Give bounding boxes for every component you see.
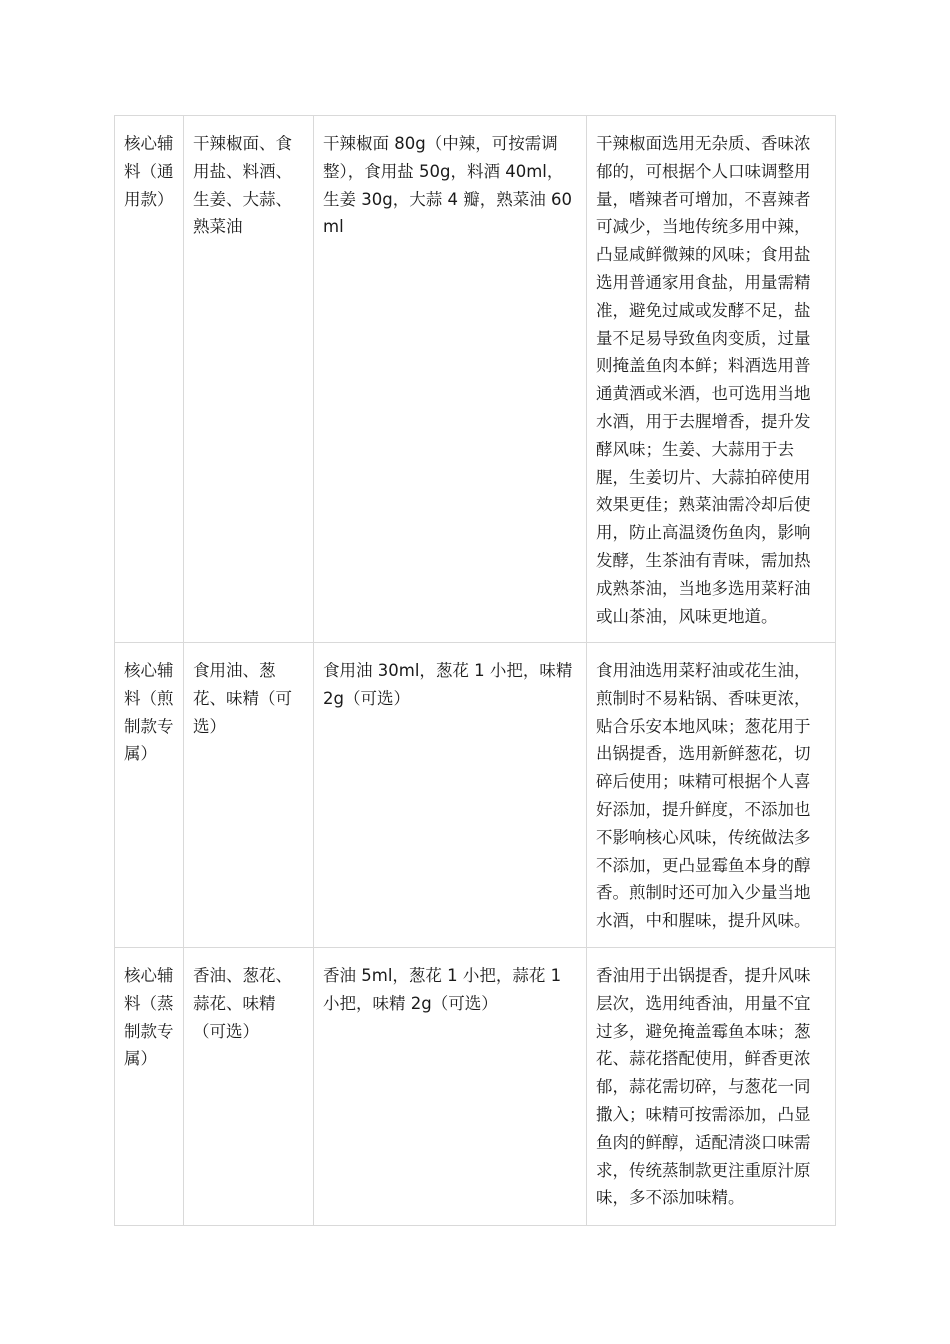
ingredients-table	[114, 115, 836, 1226]
notes-cell: 香油用于出锅提香，提升风味层次，选用纯香油，用量不宜过多，避免掩盖霉鱼本味；葱花、蒜花搭配使用，鲜香更浓郁，蒜花需切碎，与葱花一同撒入；味精可按需添加，凸显鱼肉的鲜醇，适配清淡口味需求，传统蒸制款更注重原汁原味，多不添加味精。	[587, 948, 836, 1226]
notes-cell: 食用油选用菜籽油或花生油，煎制时不易粘锅、香味更浓，贴合乐安本地风味；葱花用于出锅提香，选用新鲜葱花，切碎后使用；味精可根据个人喜好添加，提升鲜度，不添加也不影响核心风味，传统做法多不添加，更凸显霉鱼本身的醇香。煎制时还可加入少量当地水酒，中和腥味，提升风味。	[587, 643, 836, 948]
category-cell: 核心辅料（煎制款专属）	[115, 643, 184, 948]
table-row	[115, 643, 836, 948]
amounts-cell: 香油 5ml，葱花 1 小把，蒜花 1 小把，味精 2g（可选）	[314, 948, 587, 1226]
table-row	[115, 116, 836, 643]
category-cell: 核心辅料（蒸制款专属）	[115, 948, 184, 1226]
amounts-cell: 食用油 30ml，葱花 1 小把，味精 2g（可选）	[314, 643, 587, 948]
amounts-cell: 干辣椒面 80g（中辣，可按需调整），食用盐 50g，料酒 40ml，生姜 30g，大蒜 4 瓣，熟菜油 60ml	[314, 116, 587, 643]
ingredients-cell: 食用油、葱花、味精（可选）	[184, 643, 314, 948]
category-cell: 核心辅料（通用款）	[115, 116, 184, 643]
notes-cell: 干辣椒面选用无杂质、香味浓郁的，可根据个人口味调整用量，嗜辣者可增加，不喜辣者可减少，当地传统多用中辣，凸显咸鲜微辣的风味；食用盐选用普通家用食盐，用量需精准，避免过咸或发酵不足，盐量不足易导致鱼肉变质，过量则掩盖鱼肉本鲜；料酒选用普通黄酒或米酒，也可选用当地水酒，用于去腥增香，提升发酵风味；生姜、大蒜用于去腥，生姜切片、大蒜拍碎使用效果更佳；熟菜油需冷却后使用，防止高温烫伤鱼肉，影响发酵，生茶油有青味，需加热成熟茶油，当地多选用菜籽油或山茶油，风味更地道。	[587, 116, 836, 643]
ingredients-cell: 干辣椒面、食用盐、料酒、生姜、大蒜、熟菜油	[184, 116, 314, 643]
ingredients-cell: 香油、葱花、蒜花、味精（可选）	[184, 948, 314, 1226]
table-row	[115, 948, 836, 1226]
